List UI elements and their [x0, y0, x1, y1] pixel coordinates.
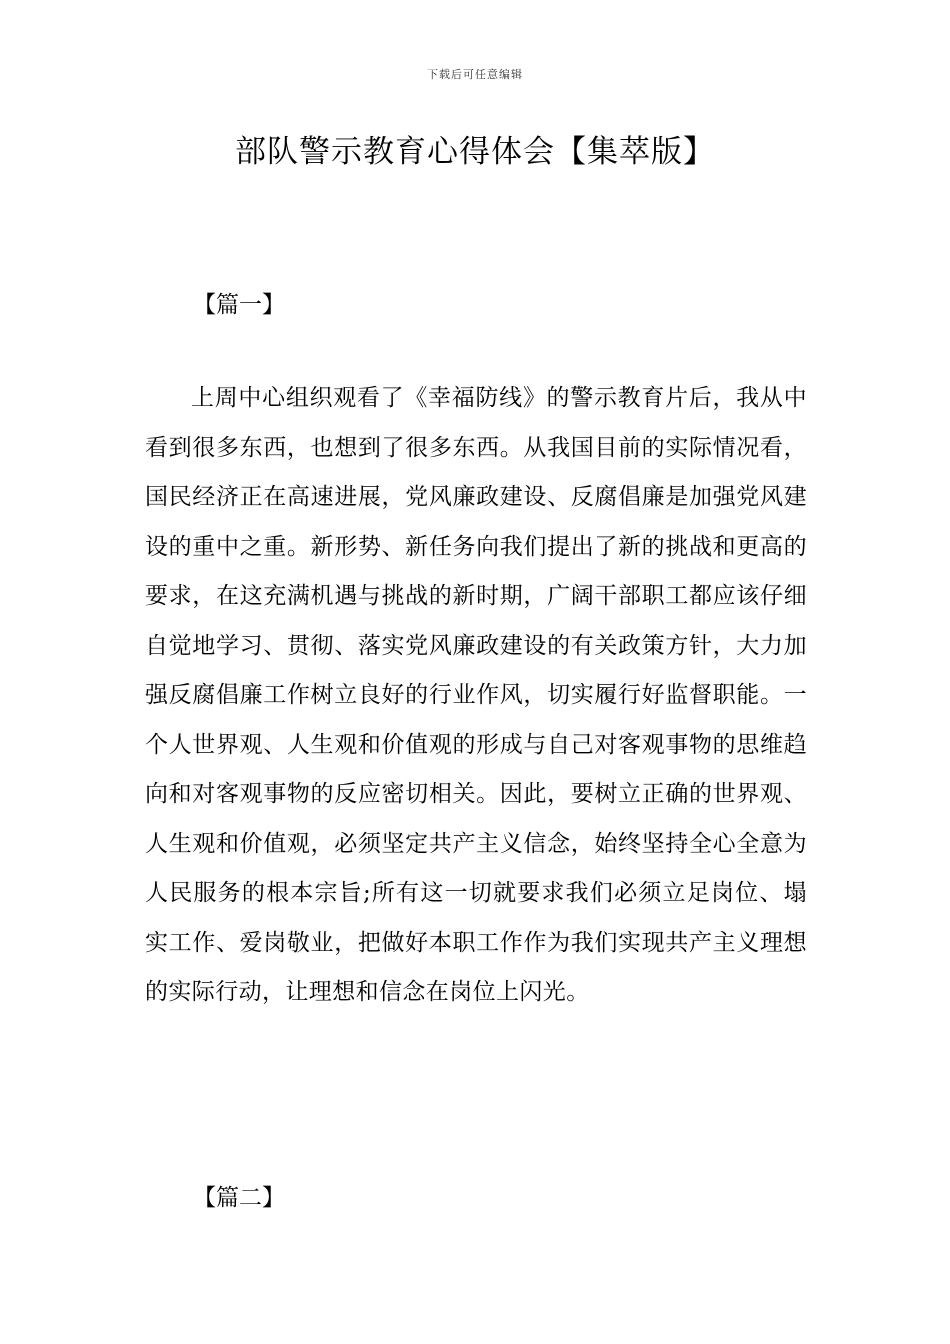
- header-note: 下载后可任意编辑: [427, 68, 523, 81]
- document-title: 部队警示教育心得体会【集萃版】: [235, 134, 715, 170]
- section-1-paragraph: 上周中心组织观看了《幸福防线》的警示教育片后，我从中看到很多东西，也想到了很多东西。从我国目前的实际情况看，国民经济正在高速进展，党风廉政建设、反腐倡廉是加强党风建设的重中之重。新形势、新任务向我们提出了新的挑战和更高的要求，在这充满机遇与挑战的新时期，广阔干部职工都应该仔细自觉地学习、贯彻、落实党风廉政建设的有关政策方针，大力加强反腐倡廉工作树立良好的行业作风，切实履行好监督职能。一个人世界观、人生观和价值观的形成与自己对客观事物的思维趋向和对客观事物的反应密切相关。因此，要树立正确的世界观、人生观和价值观，必须坚定共产主义信念，始终坚持全心全意为人民服务的根本宗旨;所有这一切就要求我们必须立足岗位、塌实工作、爱岗敬业，把做好本职工作作为我们实现共产主义理想的实际行动，让理想和信念在岗位上闪光。: [145, 385, 807, 1005]
- section-heading-1: 【篇一】: [193, 292, 285, 318]
- section-heading-2: 【篇二】: [193, 1185, 285, 1211]
